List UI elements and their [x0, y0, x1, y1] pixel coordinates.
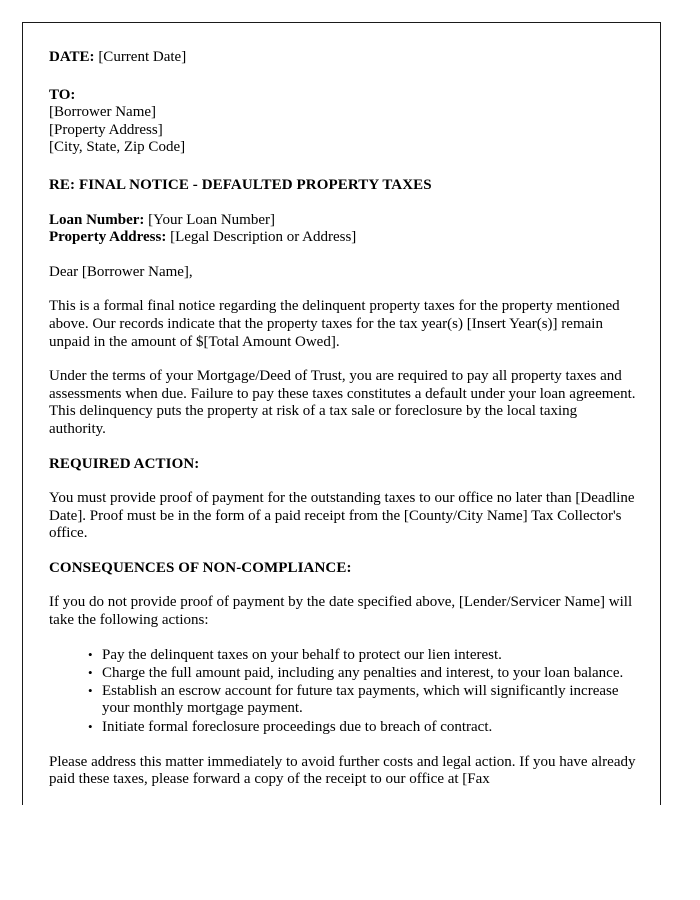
spacer — [49, 195, 636, 212]
loan-number-line — [49, 212, 636, 230]
recipient-block — [49, 87, 636, 157]
list-item: • Pay the delinquent taxes on your behalf to protect our lien interest. — [88, 647, 636, 665]
recipient-property-address: [Property Address] — [49, 121, 163, 138]
required-action-body: You must provide proof of payment for the outstanding taxes to our office no later than [Deadline Date]. Proof must be in the form of a paid receipt from the [County/City Name] Tax Collector's office. — [49, 490, 635, 542]
spacer — [49, 630, 636, 647]
property-address-line — [49, 229, 636, 247]
consequences-list — [49, 647, 636, 736]
loan-number-label: Loan Number: — [49, 211, 145, 228]
spacer — [49, 351, 636, 368]
spacer — [49, 439, 636, 456]
consequences-heading: CONSEQUENCES OF NON-COMPLIANCE: — [49, 559, 352, 576]
property-address-label: Property Address: — [49, 229, 167, 246]
document-page — [22, 22, 661, 805]
spacer — [49, 247, 636, 264]
spacer — [49, 577, 636, 594]
property-address-value: [Legal Description or Address] — [170, 229, 357, 246]
to-label: TO: — [49, 86, 76, 103]
paragraph-intro: This is a formal final notice regarding the delinquent property taxes for the property mentioned above. Our records indicate that the property taxes for the tax year(s) [Insert Year(s)] remain unpaid in the amount of $[Total Amount Owed]. — [49, 298, 620, 350]
closing-paragraph: Please address this matter immediately to avoid further costs and legal action. If you have already paid these taxes, please forward a copy of the receipt to our office at [Fax — [49, 753, 636, 788]
date-line — [49, 49, 636, 67]
spacer — [49, 67, 636, 87]
required-action-heading: REQUIRED ACTION: — [49, 455, 200, 472]
spacer — [49, 157, 636, 177]
date-value: [Current Date] — [98, 49, 187, 65]
document-body — [23, 23, 660, 789]
spacer — [49, 737, 636, 754]
date-label: DATE: — [49, 49, 95, 65]
list-item: • Establish an escrow account for future tax payments, which will significantly increase your monthly mortgage payment. — [88, 683, 636, 718]
consequences-intro: If you do not provide proof of payment by the date specified above, [Lender/Servicer Name] will take the following actions: — [49, 594, 633, 629]
loan-number-value: [Your Loan Number] — [148, 211, 275, 228]
list-item: • Initiate formal foreclosure proceedings due to breach of contract. — [88, 719, 636, 737]
list-item: • Charge the full amount paid, including any penalties and interest, to your loan balance. — [88, 665, 636, 683]
spacer — [49, 473, 636, 490]
salutation: Dear [Borrower Name], — [49, 263, 193, 280]
subject-heading: RE: FINAL NOTICE - DEFAULTED PROPERTY TAXES — [49, 176, 432, 193]
spacer — [49, 543, 636, 560]
paragraph-terms: Under the terms of your Mortgage/Deed of Trust, you are required to pay all property taxes and assessments when due. Failure to pay these taxes constitutes a default under your loan agreement. This delinquency puts the property at risk of a tax sale or foreclosure by the local taxing authority. — [49, 368, 636, 437]
loan-details-block — [49, 212, 636, 247]
recipient-name: [Borrower Name] — [49, 104, 157, 121]
spacer — [49, 281, 636, 298]
recipient-city-state-zip: [City, State, Zip Code] — [49, 139, 186, 156]
